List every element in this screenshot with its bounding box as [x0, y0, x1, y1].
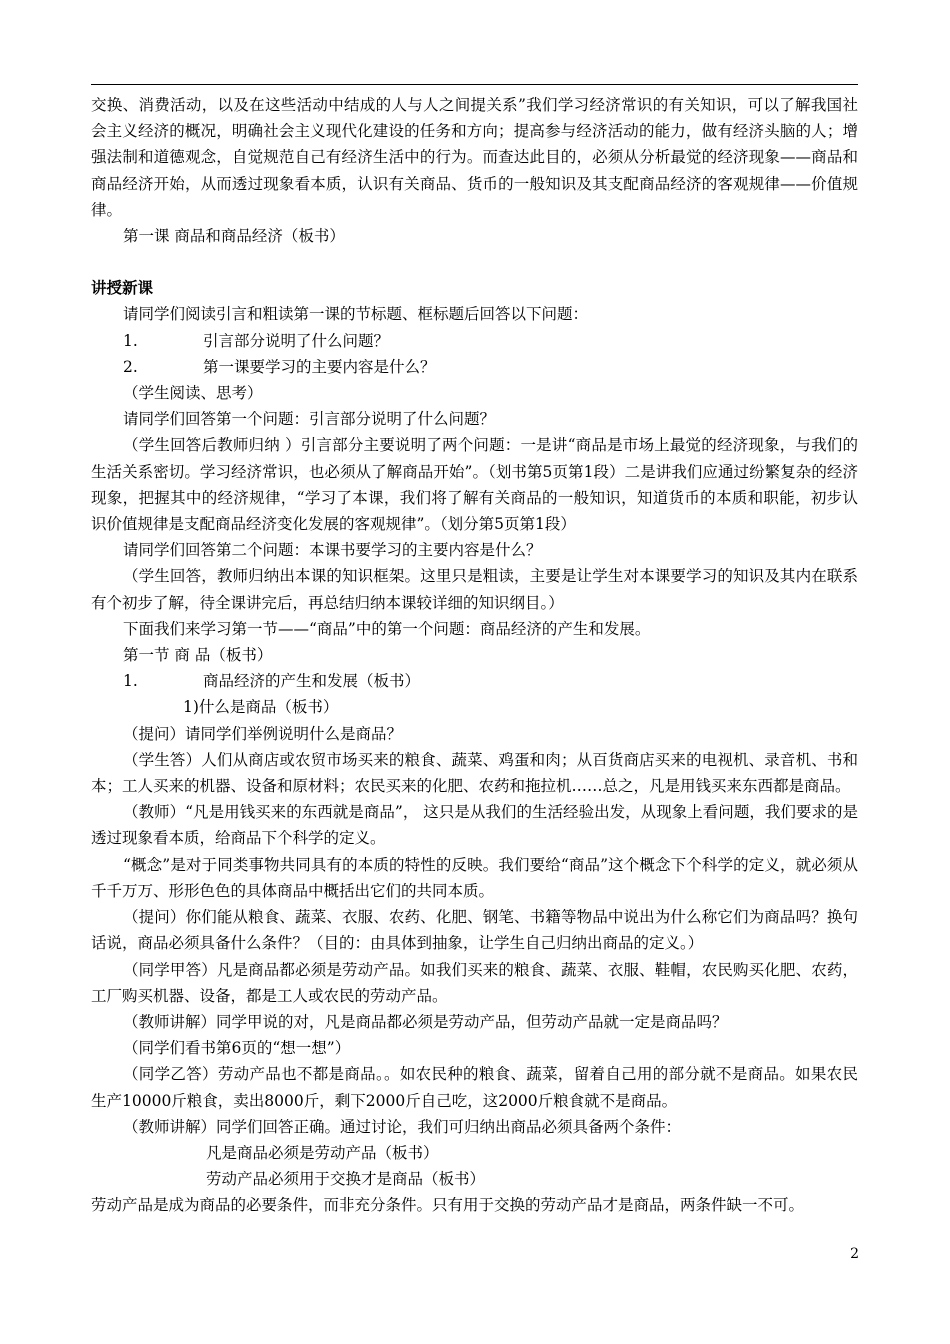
paragraph: （教师）“凡是用钱买来的东西就是商品”， 这只是从我们的生活经验出发，从现象上看问题，我们要求的是透过现象看本质，给商品下个科学的定义。 — [91, 803, 858, 848]
question-item — [91, 354, 858, 380]
paragraph: （同学们看书第6页的“想一想”） — [123, 1039, 351, 1058]
paragraph: 请同学们回答第二个问题：本课书要学习的主要内容是什么？ — [123, 541, 542, 560]
question-text: 第一课要学习的主要内容是什么？ — [203, 357, 436, 376]
paragraph: （学生阅读、思考） — [123, 384, 263, 403]
question-item — [91, 328, 858, 354]
paragraph: 下面我们来学习第一节——“商品”中的第一个问题：商品经济的产生和发展。 — [123, 619, 651, 638]
paragraph: （提问）请同学们举例说明什么是商品？ — [123, 724, 403, 743]
condition-item: 劳动产品必须用于交换才是商品（板书） — [206, 1170, 486, 1189]
page-number: 2 — [850, 1246, 859, 1262]
section-title: 第一节 商 品（板书） — [123, 646, 273, 665]
header-rule — [91, 84, 858, 85]
paragraph: （提问）你们能从粮食、蔬菜、衣服、农药、化肥、钢笔、书籍等物品中说出为什么称它们为商品吗？换句话说，商品必须具备什么条件？（目的：由具体到抽象，让学生自己归纳出商品的定义。） — [91, 908, 858, 953]
paragraph: 请同学们回答第一个问题：引言部分说明了什么问题？ — [123, 410, 496, 429]
paragraph: （同学乙答）劳动产品也不都是商品。。如农民种的粮食、蔬菜，留着自己用的部分就不是商品。如果农民生产10000斤粮食，卖出8000斤，剩下2000斤自己吃，这2000斤粮食就不是商品。 — [91, 1065, 858, 1110]
question-number: 1. — [123, 331, 138, 350]
paragraph: （教师讲解）同学们回答正确。通过讨论，我们可归纳出商品必须具备两个条件： — [123, 1117, 682, 1136]
document-body — [91, 92, 858, 1219]
paragraph: （教师讲解）同学甲说的对，凡是商品都必须是劳动产品，但劳动产品就一定是商品吗？ — [123, 1012, 728, 1031]
numbered-item — [91, 668, 858, 694]
section-heading: 讲授新课 — [91, 278, 154, 298]
paragraph: 请同学们阅读引言和粗读第一课的节标题、框标题后回答以下问题： — [123, 305, 589, 324]
conclusion-paragraph: 劳动产品是成为商品的必要条件，而非充分条件。只有用于交换的劳动产品才是商品，两条件缺一不可。 — [91, 1196, 805, 1215]
intro-paragraph: 交换、消费活动，以及在这些活动中结成的人与人之间提关系”我们学习经济常识的有关知识，可以了解我国社会主义经济的概况，明确社会主义现代化建设的任务和方向；提高参与经济活动的能力，做有经济头脑的人；增强法制和道德观念，自觉规范自己有经济生活中的行为。而查达此目的，必须从分析最觉的经济现象——商品和商品经济开始，从而透过现象看本质，认识有关商品、货币的一般知识及其支配商品经济的客观规律——价值规律。 — [91, 96, 858, 219]
paragraph: （同学甲答）凡是商品都必须是劳动产品。如我们买来的粮食、蔬菜、衣服、鞋帽，农民购买化肥、农药，工厂购买机器、设备，都是工人或农民的劳动产品。 — [91, 960, 858, 1005]
paragraph: （学生回答，教师归纳出本课的知识框架。这里只是粗读，主要是让学生对本课要学习的知识及其内在联系有个初步了解，待全课讲完后，再总结归纳本课较详细的知识纲目。） — [91, 567, 858, 612]
paragraph: （学生答）人们从商店或农贸市场买来的粮食、蔬菜、鸡蛋和肉；从百货商店买来的电视机、录音机、书和本；工人买来的机器、设备和原材料；农民买来的化肥、农药和拖拉机……总之，凡是用钱买来东西都是商品。 — [91, 750, 858, 796]
condition-item: 凡是商品必须是劳动产品（板书） — [206, 1143, 439, 1162]
item-text: 商品经济的产生和发展（板书） — [203, 672, 421, 691]
paragraph: （学生回答后教师归纳 ）引言部分主要说明了两个问题：一是讲“商品是市场上最觉的经济现象，与我们的生活关系密切。学习经济常识，也必须从了解商品开始”。（划书第5页第1段）二是讲我们应通过纷繁复杂的经济现象，把握其中的经济规律，“学习了本课，我们将了解有关商品的一般知识，知道货币的本质和职能，初步认识价值规律是支配商品经济变化发展的客观规律”。（划分第5页第1段） — [91, 436, 858, 534]
item-number: 1. — [123, 672, 138, 691]
sub-item: 1)什么是商品（板书） — [183, 698, 339, 717]
question-number: 2. — [123, 357, 138, 376]
lesson-title: 第一课 商品和商品经济（板书） — [123, 227, 345, 246]
paragraph: “概念”是对于同类事物共同具有的本质的特性的反映。我们要给“商品”这个概念下个科学的定义，就必须从千千万万、形形色色的具体商品中概括出它们的共同本质。 — [91, 855, 858, 900]
question-text: 引言部分说明了什么问题？ — [203, 331, 390, 350]
